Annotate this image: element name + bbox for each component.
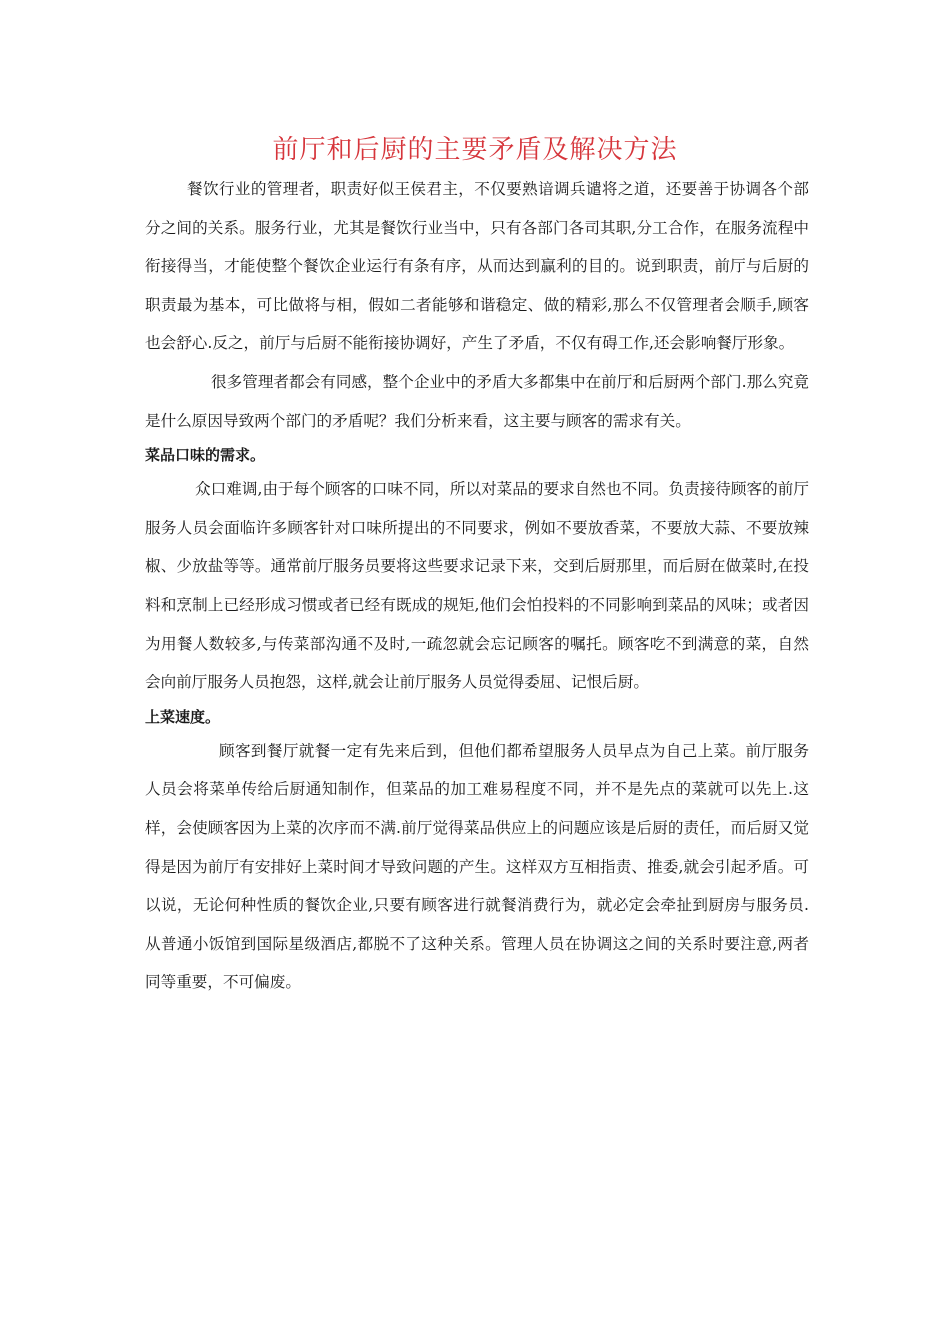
document-body xyxy=(145,170,809,1002)
intro-paragraph-1: 餐饮行业的管理者，职责好似王侯君主，不仅要熟谙调兵谴将之道，还要善于协调各个部分之间的关系。服务行业，尤其是餐饮行业当中，只有各部门各司其职,分工合作，在服务流程中衔接得当，才能使整个餐饮企业运行有条有序，从而达到赢利的目的。说到职责，前厅与后厨的职责最为基本，可比做将与相，假如二者能够和谐稳定、做的精彩,那么不仅管理者会顺手,顾客也会舒心.反之，前厅与后厨不能衔接协调好，产生了矛盾，不仅有碍工作,还会影响餐厅形象。 xyxy=(145,180,809,353)
section-taste xyxy=(145,440,809,702)
document-title: 前厅和后厨的主要矛盾及解决方法 xyxy=(272,135,678,165)
section-paragraph-speed: 顾客到餐厅就餐一定有先来后到，但他们都希望服务人员早点为自己上菜。前厅服务人员会将菜单传给后厨通知制作，但菜品的加工难易程度不同，并不是先点的菜就可以先上.这样，会使顾客因为上菜的次序而不满.前厅觉得菜品供应上的问题应该是后厨的责任，而后厨又觉得是因为前厅有安排好上菜时间才导致问题的产生。这样双方互相指责、推委,就会引起矛盾。可以说，无论何种性质的餐饮企业,只要有顾客进行就餐消费行为，就必定会牵扯到厨房与服务员.从普通小饭馆到国际星级酒店,都脱不了这种关系。管理人员在协调这之间的关系时要注意,两者同等重要，不可偏废。 xyxy=(145,741,809,992)
section-paragraph-taste: 众口难调,由于每个顾客的口味不同，所以对菜品的要求自然也不同。负责接待顾客的前厅服务人员会面临许多顾客针对口味所提出的不同要求，例如不要放香菜，不要放大蒜、不要放辣椒、少放盐等等。通常前厅服务员要将这些要求记录下来，交到后厨那里，而后厨在做菜时,在投料和烹制上已经形成习惯或者已经有既成的规矩,他们会怕投料的不同影响到菜品的风味；或者因为用餐人数较多,与传菜部沟通不及时,一疏忽就会忘记顾客的嘱托。顾客吃不到满意的菜，自然会向前厅服务人员抱怨，这样,就会让前厅服务人员觉得委屈、记恨后厨。 xyxy=(145,480,809,692)
section-heading-taste: 菜品口味的需求。 xyxy=(145,446,266,465)
section-heading-speed: 上菜速度。 xyxy=(145,707,221,726)
intro-paragraph-2: 很多管理者都会有同感，整个企业中的矛盾大多都集中在前厅和后厨两个部门.那么究竟是什么原因导致两个部门的矛盾呢？我们分析来看，这主要与顾客的需求有关。 xyxy=(145,372,809,430)
section-speed xyxy=(145,702,809,1002)
